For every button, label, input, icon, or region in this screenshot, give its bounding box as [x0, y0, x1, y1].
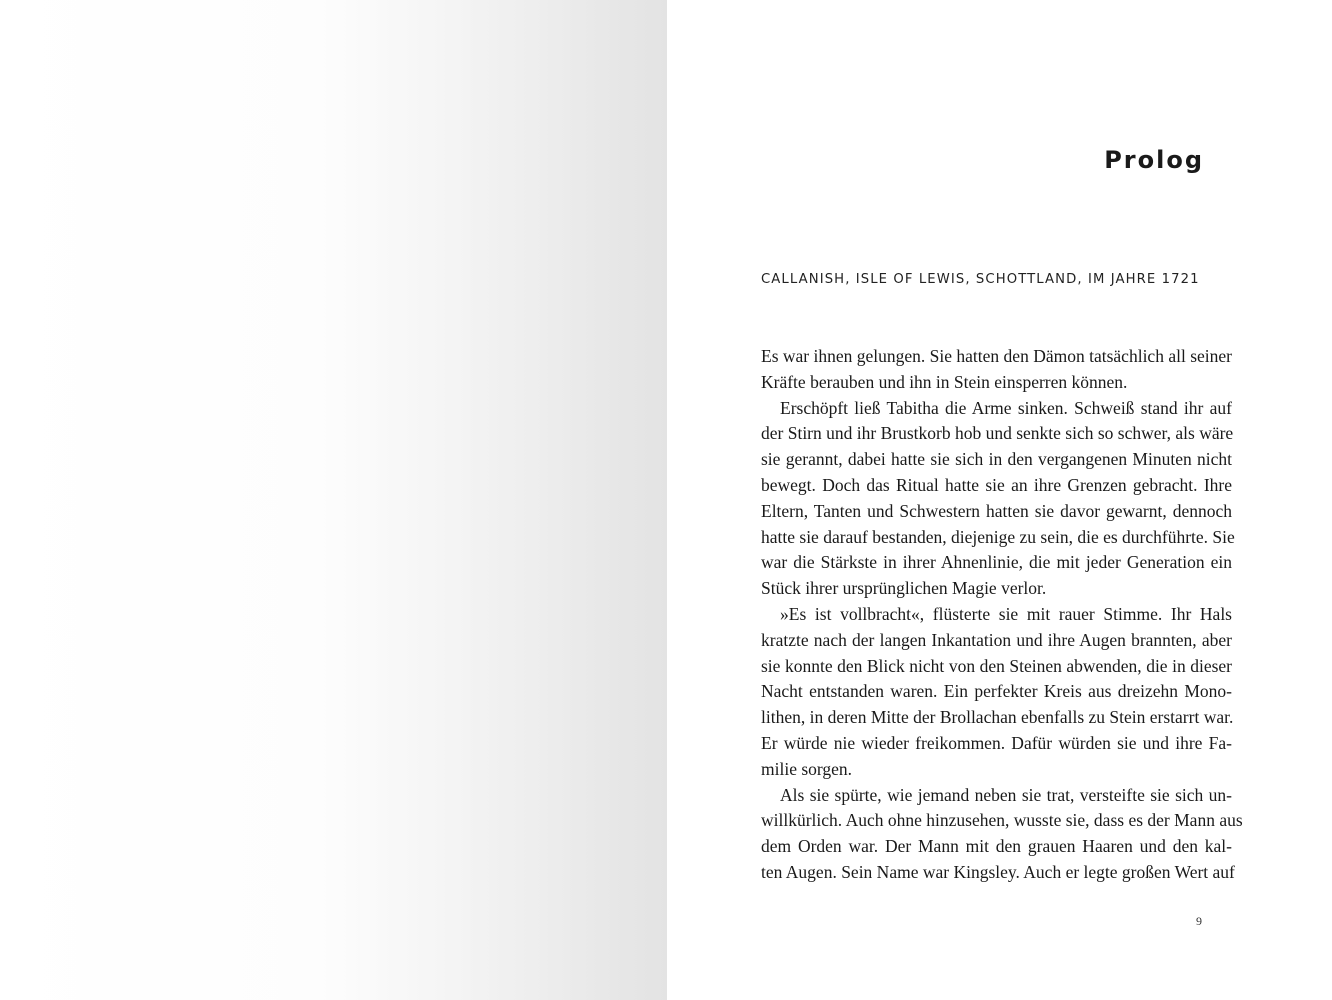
- text-line: »Es ist vollbracht«, flüsterte sie mit rauer Stimme. Ihr Hals: [780, 603, 1232, 624]
- text-line: Eltern, Tanten und Schwestern hatten sie davor gewarnt, dennoch: [761, 500, 1232, 521]
- text-line: dem Orden war. Der Mann mit den grauen Haaren und den kal-: [761, 836, 1232, 857]
- page-number: 9: [1196, 914, 1202, 928]
- right-page: [667, 0, 1332, 1000]
- text-line: bewegt. Doch das Ritual hatte sie an ihre Grenzen gebracht. Ihre: [761, 474, 1232, 495]
- text-line: Als sie spürte, wie jemand neben sie trat, versteifte sie sich un-: [780, 784, 1232, 805]
- text-line: Kräfte berauben und ihn in Stein einsperren können.: [761, 371, 1128, 392]
- text-line: Er würde nie wieder freikommen. Dafür würden sie und ihre Fa-: [761, 732, 1232, 753]
- text-line: war die Stärkste in ihrer Ahnenlinie, die mit jeder Generation ein: [761, 552, 1232, 573]
- body-text: [761, 344, 1243, 886]
- chapter-title: Prolog: [1104, 146, 1204, 174]
- text-line: ten Augen. Sein Name war Kingsley. Auch er legte großen Wert auf: [761, 861, 1235, 882]
- text-line: kratzte nach der langen Inkantation und ihre Augen brannten, aber: [761, 629, 1232, 650]
- text-line: Es war ihnen gelungen. Sie hatten den Dämon tatsächlich all seiner: [761, 346, 1232, 366]
- text-line: milie sorgen.: [761, 758, 853, 779]
- text-line: sie gerannt, dabei hatte sie sich in den vergangenen Minuten nicht: [761, 449, 1232, 470]
- text-line: willkürlich. Auch ohne hinzusehen, wusste sie, dass es der Mann aus: [761, 810, 1243, 831]
- text-line: der Stirn und ihr Brustkorb hob und senkte sich so schwer, als wäre: [761, 423, 1234, 444]
- text-line: sie konnte den Blick nicht von den Steinen abwenden, die in dieser: [761, 655, 1232, 676]
- text-line: lithen, in deren Mitte der Brollachan ebenfalls zu Stein erstarrt war.: [761, 707, 1234, 728]
- text-line: hatte sie darauf bestanden, diejenige zu sein, die es durchführte. Sie: [761, 526, 1235, 547]
- text-line: Nacht entstanden waren. Ein perfekter Kreis aus dreizehn Mono-: [761, 681, 1232, 702]
- text-line: Erschöpft ließ Tabitha die Arme sinken. Schweiß stand ihr auf: [780, 397, 1232, 418]
- text-line: Stück ihrer ursprünglichen Magie verlor.: [761, 578, 1047, 599]
- location-heading: CALLANISH, ISLE OF LEWIS, SCHOTTLAND, IM JAHRE 1721: [761, 272, 1200, 287]
